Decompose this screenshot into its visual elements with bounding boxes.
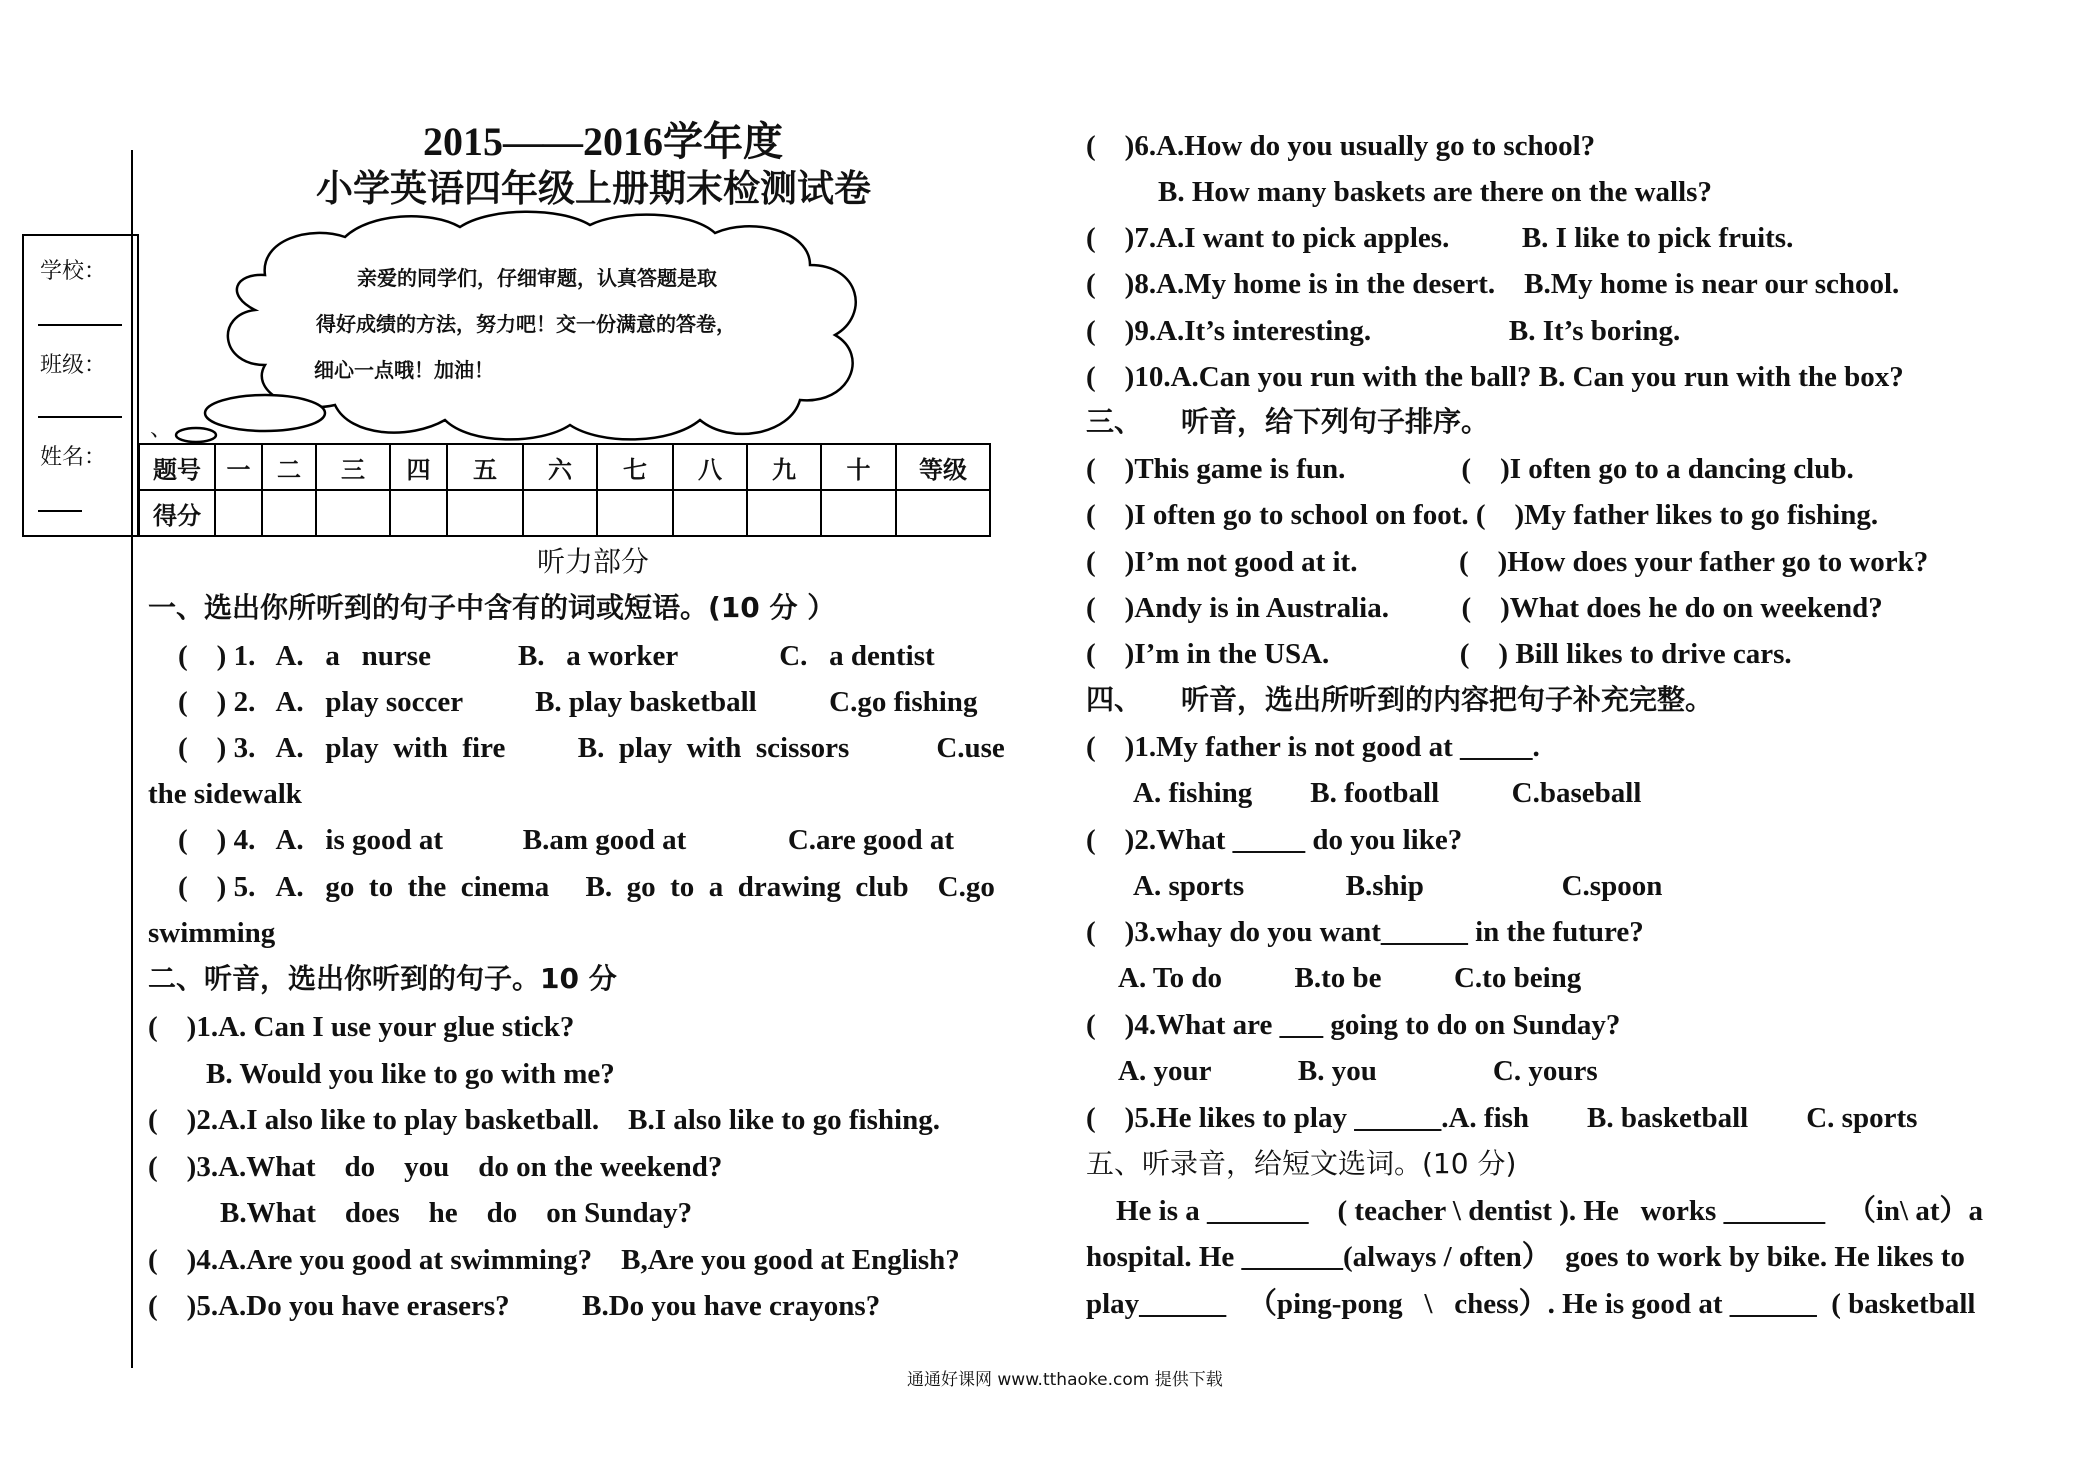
score-cell[interactable] [262, 490, 316, 536]
class-label: 班级： [40, 353, 107, 378]
p2-question-10: ( )10.A.Can you run with the ball? B. Can you run with the box? [1086, 361, 1904, 393]
school-label: 学校： [40, 259, 107, 284]
p5-line-2: hospital. He _______(always / often） goes to work by bike. He likes to [1086, 1241, 1965, 1273]
p2-question-1b: B. Would you like to go with me? [206, 1058, 615, 1090]
col-9: 九 [747, 444, 821, 490]
cloud-text-line1: 亲爱的同学们，仔细审题，认真答题是取 [357, 266, 717, 290]
part1-title: 一、选出你所听到的句子中含有的词或短语。(10 分 ） [148, 591, 836, 624]
p4-question-3-options: A. To do B.to be C.to being [1118, 962, 1582, 994]
name-label: 姓名： [40, 445, 107, 470]
score-cell[interactable] [747, 490, 821, 536]
score-label-cell: 得分 [139, 490, 215, 536]
p2-question-9: ( )9.A.It’s interesting. B. It’s boring. [1086, 315, 1681, 347]
footer-credit: 通通好课网 www.tthaoke.com 提供下载 [907, 1370, 1223, 1390]
p5-line-1: He is a _______ ( teacher \ dentist ). He works _______ （in\ at）a [1116, 1195, 1983, 1227]
part5-title: 五、听录音，给短文选词。(10 分) [1086, 1147, 1517, 1180]
part4-title: 四、 听音，选出所听到的内容把句子补充完整。 [1086, 683, 1713, 716]
p2-question-6a: ( )6.A.How do you usually go to school? [1086, 130, 1596, 162]
p4-question-4-options: A. your B. you C. yours [1118, 1055, 1598, 1087]
p3-row-5: ( )I’m in the USA. ( ) Bill likes to drive cars. [1086, 638, 1792, 670]
col-3: 三 [316, 444, 390, 490]
cloud-text-line3: 细心一点哦！加油！ [314, 358, 494, 382]
p1-question-3: ( ) 3. A. play with fire B. play with scissors C.use [178, 732, 1005, 764]
listening-section-heading: 听力部分 [537, 545, 650, 578]
p3-row-2: ( )I often go to school on foot. ( )My father likes to go fishing. [1086, 499, 1879, 531]
score-table [138, 443, 991, 537]
score-cell[interactable] [821, 490, 896, 536]
p2-question-1a: ( )1.A. Can I use your glue stick? [148, 1011, 575, 1043]
p2-question-2: ( )2.A.I also like to play basketball. B.I also like to go fishing. [148, 1104, 940, 1136]
score-table-score-row [139, 490, 990, 536]
col-8: 八 [673, 444, 747, 490]
score-cell[interactable] [390, 490, 447, 536]
score-cell[interactable] [523, 490, 597, 536]
student-info-box [22, 234, 139, 537]
col-2: 二 [262, 444, 316, 490]
p2-question-8: ( )8.A.My home is in the desert. B.My home is near our school. [1086, 268, 1900, 300]
p4-question-1: ( )1.My father is not good at _____. [1086, 731, 1540, 763]
stray-mark: 、 [150, 417, 173, 442]
p2-question-3a: ( )3.A.What do you do on the weekend? [148, 1151, 723, 1183]
p1-question-5: ( ) 5. A. go to the cinema B. go to a drawing club C.go [178, 871, 995, 903]
score-cell[interactable] [597, 490, 673, 536]
p4-question-1-options: A. fishing B. football C.baseball [1133, 777, 1642, 809]
p4-question-2-options: A. sports B.ship C.spoon [1133, 870, 1663, 902]
exam-title: 小学英语四年级上册期末检测试卷 [316, 167, 871, 210]
p2-question-7: ( )7.A.I want to pick apples. B. I like to pick fruits. [1086, 222, 1794, 254]
p1-question-5-cont: swimming [148, 917, 276, 949]
p3-row-4: ( )Andy is in Australia. ( )What does he do on weekend? [1086, 592, 1883, 624]
class-blank [38, 416, 122, 418]
p2-question-5: ( )5.A.Do you have erasers? B.Do you have crayons? [148, 1290, 881, 1322]
p2-question-4: ( )4.A.Are you good at swimming? B,Are you good at English? [148, 1244, 960, 1276]
p1-question-2: ( ) 2. A. play soccer B. play basketball C.go fishing [178, 686, 978, 718]
score-cell[interactable] [215, 490, 262, 536]
col-7: 七 [597, 444, 673, 490]
score-cell[interactable] [316, 490, 390, 536]
col-10: 十 [821, 444, 896, 490]
p4-question-3: ( )3.whay do you want______ in the future? [1086, 916, 1644, 948]
col-5: 五 [447, 444, 523, 490]
p4-question-4: ( )4.What are ___ going to do on Sunday? [1086, 1009, 1621, 1041]
part3-title: 三、 听音，给下列句子排序。 [1086, 405, 1489, 438]
p5-line-3: play______ （ping-pong \ chess）. He is good at ______ ( basketball [1086, 1288, 1976, 1320]
col-grade: 等级 [896, 444, 990, 490]
col-6: 六 [523, 444, 597, 490]
col-4: 四 [390, 444, 447, 490]
cloud-text-line2: 得好成绩的方法，努力吧！交一份满意的答卷， [316, 312, 736, 336]
col-1: 一 [215, 444, 262, 490]
p3-row-3: ( )I’m not good at it. ( )How does your father go to work? [1086, 546, 1929, 578]
part2-title: 二、听音，选出你听到的句子。10 分 [148, 962, 617, 995]
p1-question-4: ( ) 4. A. is good at B.am good at C.are good at [178, 824, 955, 856]
name-blank [38, 510, 82, 512]
p1-question-1: ( ) 1. A. a nurse B. a worker C. a dentist [178, 640, 935, 672]
p4-question-5: ( )5.He likes to play ______.A. fish B. basketball C. sports [1086, 1102, 1918, 1134]
score-cell[interactable] [896, 490, 990, 536]
score-cell[interactable] [673, 490, 747, 536]
exam-year-title: 2015——2016学年度 [423, 119, 783, 164]
score-table-header-row [139, 444, 990, 490]
school-blank [38, 324, 122, 326]
score-cell[interactable] [447, 490, 523, 536]
p2-question-6b: B. How many baskets are there on the walls? [1158, 176, 1712, 208]
header-label-cell: 题号 [139, 444, 215, 490]
p3-row-1: ( )This game is fun. ( )I often go to a dancing club. [1086, 453, 1854, 485]
p4-question-2: ( )2.What _____ do you like? [1086, 824, 1463, 856]
p2-question-3b: B.What does he do on Sunday? [220, 1197, 693, 1229]
p1-question-3-cont: the sidewalk [148, 778, 302, 810]
